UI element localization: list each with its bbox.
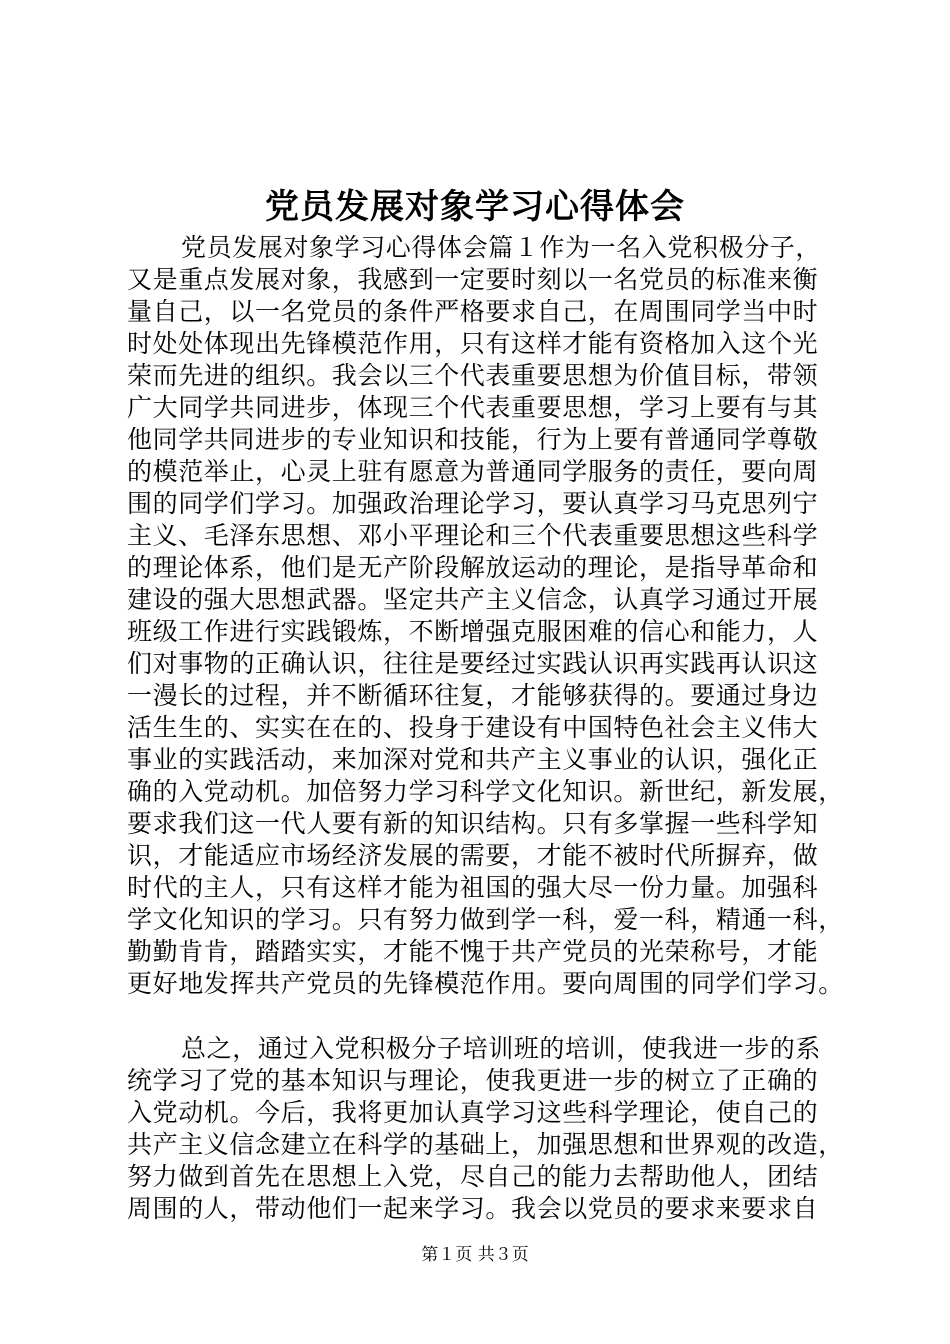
paragraph-line: 主义、毛泽东思想、邓小平理论和三个代表重要思想这些科学 bbox=[127, 521, 819, 550]
paragraph-line: 努力做到首先在思想上入党，尽自己的能力去帮助他人，团结 bbox=[127, 1162, 819, 1191]
paragraph-line: 活生生的、实实在在的、投身于建设有中国特色社会主义伟大 bbox=[127, 713, 819, 742]
paragraph-line: 们对事物的正确认识，往往是要经过实践认识再实践再认识这 bbox=[127, 649, 819, 678]
page-footer: 第１页 共３页 bbox=[421, 1245, 529, 1265]
paragraph-line: 学文化知识的学习。只有努力做到学一科，爱一科，精通一科， bbox=[127, 905, 844, 934]
document-title: 党员发展对象学习心得体会 bbox=[265, 187, 685, 227]
paragraph-line: 建设的强大思想武器。坚定共产主义信念，认真学习通过开展 bbox=[127, 585, 819, 614]
paragraph-line: 又是重点发展对象，我感到一定要时刻以一名党员的标准来衡 bbox=[127, 265, 819, 294]
document-body bbox=[127, 232, 857, 1225]
paragraph-line: 时处处体现出先锋模范作用，只有这样才能有资格加入这个光 bbox=[127, 329, 819, 358]
paragraph-line: 时代的主人，只有这样才能为祖国的强大尽一份力量。加强科 bbox=[127, 873, 819, 902]
paragraph-line: 党员发展对象学习心得体会篇１作为一名入党积极分子， bbox=[181, 233, 822, 262]
paragraph-line: 的理论体系，他们是无产阶段解放运动的理论，是指导革命和 bbox=[127, 553, 819, 582]
paragraph-line: 确的入党动机。加倍努力学习科学文化知识。新世纪，新发展， bbox=[127, 777, 844, 806]
paragraph-line: 的模范举止，心灵上驻有愿意为普通同学服务的责任，要向周 bbox=[127, 457, 819, 486]
paragraph-line: 班级工作进行实践锻炼，不断增强克服困难的信心和能力，人 bbox=[127, 617, 819, 646]
paragraph-2 bbox=[127, 1033, 857, 1225]
paragraph-line: 总之，通过入党积极分子培训班的培训，使我进一步的系 bbox=[181, 1034, 822, 1063]
paragraph-line: 量自己，以一名党员的条件严格要求自己，在周围同学当中时 bbox=[127, 297, 819, 326]
paragraph-1 bbox=[127, 232, 857, 1000]
paragraph-line: 广大同学共同进步，体现三个代表重要思想，学习上要有与其 bbox=[127, 393, 819, 422]
paragraph-spacer bbox=[127, 1000, 857, 1033]
paragraph-line: 围的同学们学习。加强政治理论学习，要认真学习马克思列宁 bbox=[127, 489, 819, 518]
paragraph-line: 识，才能适应市场经济发展的需要，才能不被时代所摒弃，做 bbox=[127, 841, 819, 870]
paragraph-line: 勤勤肯肯，踏踏实实，才能不愧于共产党员的光荣称号，才能 bbox=[127, 937, 819, 966]
paragraph-line: 要求我们这一代人要有新的知识结构。只有多掌握一些科学知 bbox=[127, 809, 819, 838]
paragraph-line: 共产主义信念建立在科学的基础上，加强思想和世界观的改造， bbox=[127, 1130, 844, 1159]
paragraph-line: 事业的实践活动，来加深对党和共产主义事业的认识，强化正 bbox=[127, 745, 819, 774]
paragraph-line: 周围的人，带动他们一起来学习。我会以党员的要求来要求自 bbox=[127, 1194, 819, 1223]
paragraph-line: 荣而先进的组织。我会以三个代表重要思想为价值目标，带领 bbox=[127, 361, 819, 390]
paragraph-line: 一漫长的过程，并不断循环往复，才能够获得的。要通过身边 bbox=[127, 681, 819, 710]
paragraph-line: 更好地发挥共产党员的先锋模范作用。要向周围的同学们学习。 bbox=[127, 969, 844, 998]
paragraph-line: 他同学共同进步的专业知识和技能，行为上要有普通同学尊敬 bbox=[127, 425, 819, 454]
paragraph-line: 统学习了党的基本知识与理论，使我更进一步的树立了正确的 bbox=[127, 1066, 819, 1095]
paragraph-line: 入党动机。今后，我将更加认真学习这些科学理论，使自己的 bbox=[127, 1098, 819, 1127]
